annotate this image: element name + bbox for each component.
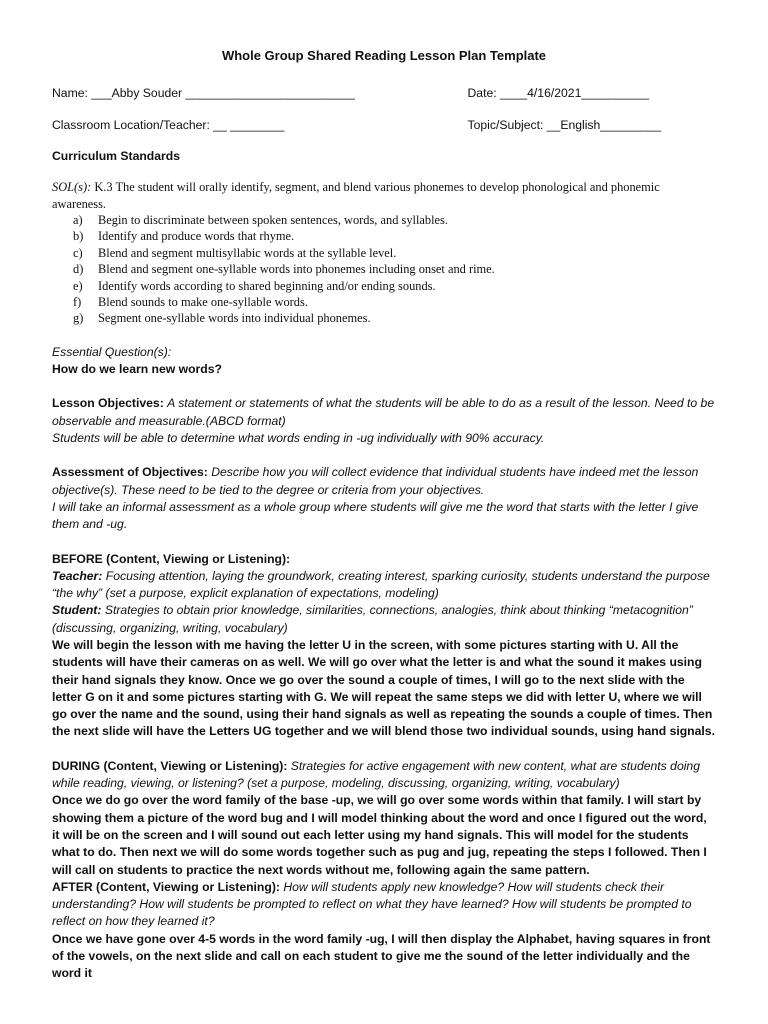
topic-field (468, 117, 717, 134)
student-prompt: Strategies to obtain prior knowledge, similarities, connections, analogies, think about thinking “metacognition” (discussing, organizing, writing, vocabulary) (52, 603, 693, 635)
assessment-prompt: Describe how you will collect evidence that individual students have indeed met the lesson objective(s). These need to be tied to the degree or criteria from your objectives. (52, 465, 699, 497)
sol-item-marker: e) (73, 278, 83, 293)
during-section (52, 758, 716, 793)
essential-label: Essential Question(s): (52, 344, 172, 359)
sol-section (52, 179, 716, 327)
location-label: Classroom Location/Teacher: (52, 117, 210, 132)
sol-item (52, 278, 716, 294)
sol-item-marker: g) (73, 311, 84, 326)
sol-item-text: Blend sounds to make one-syllable words. (98, 295, 308, 310)
sol-item-text: Blend and segment one-syllable words into phonemes including onset and rime. (98, 262, 495, 277)
sol-item (52, 261, 716, 277)
objectives-answer: Students will be able to determine what words ending in -ug individually with 90% accuracy. (52, 431, 545, 446)
sol-item (52, 212, 716, 228)
date-value: ____4/16/2021__________ (500, 86, 650, 101)
during-heading: DURING (Content, Viewing or Listening): (52, 758, 288, 773)
assessment-answer: I will take an informal assessment as a whole group where students will give me the word that starts with the letter I give them and -ug. (52, 499, 699, 532)
assessment-label: Assessment of Objectives: (52, 465, 208, 480)
objectives-prompt: A statement or statements of what the students will be able to do as a result of the lesson. Need to be observable and measurable.(ABCD format) (52, 396, 715, 428)
sol-item-text: Segment one-syllable words into individual phonemes. (98, 311, 371, 326)
after-heading: AFTER (Content, Viewing or Listening): (52, 879, 280, 894)
date-label: Date: (467, 86, 497, 101)
after-section (52, 879, 716, 931)
sol-item-text: Identify and produce words that rhyme. (98, 229, 295, 244)
objectives-section (52, 395, 716, 430)
after-answer: Once we have gone over 4-5 words in the word family -ug, I will then display the Alphabet, having squares in front of the vowels, on the next slide and call on each student to give me the sound of the letter individually and the word it (52, 931, 711, 981)
location-field (52, 117, 468, 134)
before-student (52, 602, 716, 637)
curriculum-heading: Curriculum Standards (52, 148, 180, 163)
sol-label: SOL(s): (52, 180, 92, 195)
during-prompt: Strategies for active engagement with new content, what are students doing while reading, viewing, or listening? (set a purpose, modeling, discussing, organizing, writing, vocabulary) (52, 758, 700, 791)
sol-item (52, 245, 716, 261)
during-answer: Once we do go over the word family of the base -up, we will go over some words within that family. I will start by showing them a picture of the word bug and I will model thinking about the word and once I figured out the word, it will be on the screen and I will sound out each letter using my hand signals. This will model for the students what to do. Then next we will do some words together such as pug and jug, repeating the steps I followed. Then I will call on students to practice the next words without me, following again the same pattern. (52, 793, 707, 877)
topic-label: Topic/Subject: (467, 117, 544, 132)
name-field (52, 85, 468, 102)
teacher-label: Teacher: (52, 568, 103, 583)
sol-item-marker: b) (73, 229, 84, 244)
sol-item (52, 228, 716, 244)
header-row-2 (52, 117, 716, 134)
name-label: Name: (52, 86, 88, 101)
teacher-prompt: Focusing attention, laying the groundwork, creating interest, sparking curiosity, students understand the purpose “the why” (set a purpose, explicit explanation of expectations, modeling) (52, 568, 710, 601)
sol-item-marker: d) (73, 262, 84, 277)
document-title: Whole Group Shared Reading Lesson Plan Template (221, 48, 547, 63)
sol-item-marker: f) (73, 295, 82, 310)
before-heading: BEFORE (Content, Viewing or Listening): (52, 551, 291, 566)
location-value: __ ________ (213, 117, 285, 132)
student-label: Student: (52, 603, 102, 618)
sol-item (52, 294, 716, 310)
header-row-1 (52, 85, 716, 102)
date-field (468, 85, 717, 102)
name-value: ___Abby Souder _________________________ (91, 86, 355, 101)
before-answer: We will begin the lesson with me having the letter U in the screen, with some pictures starting with U. All the students will have their cameras on as well. We will go over what the letter is and what the sound it makes using their hand signals they know. Once we go over the sound a couple of times, I will go to the next slide with the letter G on it and some pictures starting with G. We will repeat the same steps we did with letter U, where we will go over the name and the sound, using their hand signals as well as repeating the sounds a couple of times. Then the next slide will have the Letters UG together and we will blend those two individual sounds, using hand signals. (52, 638, 715, 739)
sol-list (52, 212, 716, 327)
after-prompt: How will students apply new knowledge? How will students check their understanding? How will students be prompted to reflect on what they have learned? How will students be prompted to reflect on how they learned it? (52, 879, 692, 929)
sol-item-text: Identify words according to shared beginning and/or ending sounds. (98, 278, 436, 293)
topic-value: __English_________ (546, 117, 662, 132)
sol-item-text: Blend and segment multisyllabic words at the syllable level. (98, 245, 397, 260)
assessment-section (52, 464, 716, 499)
essential-question: How do we learn new words? (52, 362, 222, 377)
sol-item (52, 310, 716, 326)
sol-item-text: Begin to discriminate between spoken sentences, words, and syllables. (98, 213, 448, 227)
objectives-label: Lesson Objectives: (52, 396, 164, 411)
sol-item-marker: c) (73, 245, 83, 260)
sol-item-marker: a) (73, 213, 83, 227)
sol-text: K.3 The student will orally identify, segment, and blend various phonemes to develop phonological and phonemic awareness. (52, 180, 660, 211)
before-teacher (52, 568, 716, 603)
